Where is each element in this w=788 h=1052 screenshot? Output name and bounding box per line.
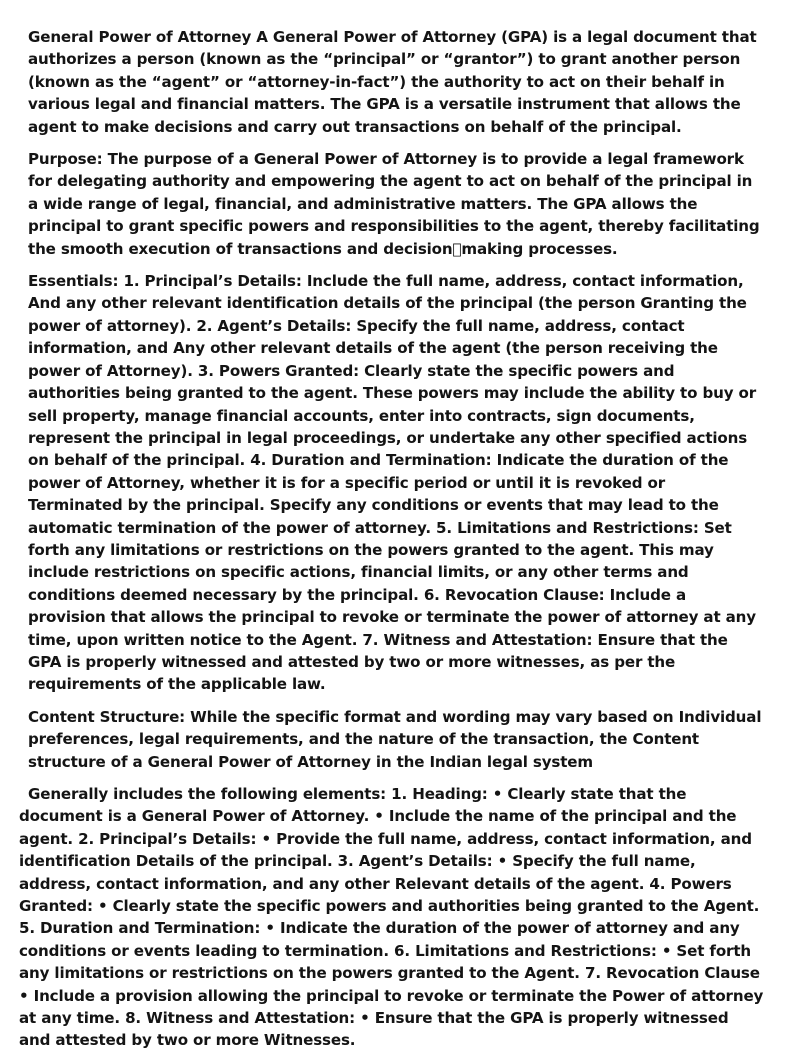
paragraph-content-structure: Content Structure: While the specific format and wording may vary based on Individual preferences, legal requirements, and the nature of the transaction, the Content structure of a General Power of Attorney in the Indian legal system [28, 707, 762, 771]
paragraph-introduction: General Power of Attorney A General Power of Attorney (GPA) is a legal document that authorizes a person (known as the “principal” or “grantor”) to grant another person (known as the “agent” or “attorney-in-fact”) the authority to act on their behalf in various legal and financial matters. The GPA is a versatile instrument that allows the agent to make decisions and carry out transactions on behalf of the principal. [28, 28, 757, 136]
paragraph-essentials: Essentials: 1. Principal’s Details: Include the full name, address, contact information, And any other relevant identification details of the principal (the person Granting the power of attorney). 2. Agent’s Details: Specify the full name, address, contact information, and Any other relevant details of the agent (the person receiving the power of Attorney). 3. Powers Granted: Clearly state the specific powers and authorities being granted to the agent. These powers may include the ability to buy or sell property, manage financial accounts, enter into contracts, sign documents, represent the principal in legal proceedings, or undertake any other specified actions on behalf of the principal. 4. Duration and Termination: Indicate the duration of the power of Attorney, whether it is for a specific period or until it is revoked or Terminated by the principal. Specify any conditions or events that may lead to the automatic termination of the power of attorney. 5. Limitations and Restrictions: Set forth any limitations or restrictions on the powers granted to the agent. This may include restrictions on specific actions, financial limits, or any other terms and conditions deemed necessary by the principal. 6. Revocation Clause: Include a provision that allows the principal to revoke or terminate the power of attorney at any time, upon written notice to the Agent. 7. Witness and Attestation: Ensure that the GPA is properly witnessed and attested by two or more witnesses, as per the requirements of the applicable law. [28, 272, 757, 694]
paragraph-purpose: Purpose: The purpose of a General Power of Attorney is to provide a legal framework for delegating authority and empowering the agent to act on behalf of the principal in a wide range of legal, financial, and administrative matters. The GPA allows the principal to grant specific powers and responsibilities to the agent, thereby facilitating the smooth execution of transactions and decision making processes. [28, 150, 760, 258]
paragraph-elements: Generally includes the following elements: 1. Heading: • Clearly state that the document is a General Power of Attorney. • Include the name of the principal and the agent. 2. Principal’s Details: • Provide the full name, address, contact information, and identification Details of the principal. 3. Agent’s Details: • Specify the full name, address, contact information, and any other Relevant details of the agent. 4. Powers Granted: • Clearly state the specific powers and authorities being granted to the Agent. 5. Duration and Termination: • Indicate the duration of the power of attorney and any conditions or events leading to termination. 6. Limitations and Restrictions: • Set forth any limitations or restrictions on the powers granted to the Agent. 7. Revocation Clause • Include a provision allowing the principal to revoke or terminate the Power of attorney at any time. 8. Witness and Attestation: • Ensure that the GPA is properly witnessed and attested by two or more Witnesses. [19, 785, 764, 1050]
